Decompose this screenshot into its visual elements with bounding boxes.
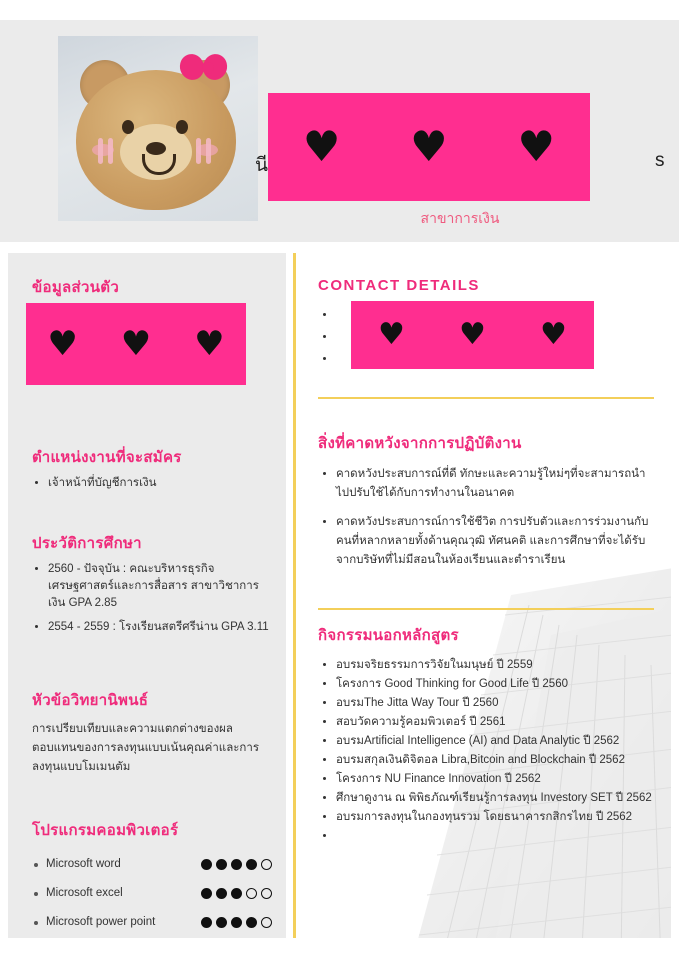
list-item: • คาดหวังประสบการณ์การใช้ชีวิต การปรับตัวและการร่วมงานกับคนที่หลากหลายทั้งด้านคุณวุฒิ ทัศนคติ และการศึกษาที่จะได้รับจากบริษัทที่ไม่มีสอนในห้องเรียนและตำราเรียน	[336, 513, 654, 570]
page-bottom-margin	[0, 938, 679, 960]
list-item: • อบรมArtificial Intelligence (AI) and Data Analytic ปี 2562	[336, 733, 654, 750]
divider-rule-1	[318, 397, 654, 399]
bear-bow-knot	[202, 62, 214, 74]
heart-icon: ♥	[120, 324, 152, 364]
section-title-thesis: หัวข้อวิทยานิพนธ์	[32, 692, 149, 709]
heart-icon: ♥	[540, 317, 567, 352]
section-position	[32, 445, 272, 499]
section-education	[32, 531, 272, 643]
bear-eye-left	[122, 120, 134, 134]
skill-label: Microsoft word	[32, 858, 121, 870]
rating-dot	[231, 888, 242, 899]
bear-stripe-2	[108, 138, 113, 164]
list-item: • 2560 - ปัจจุบัน : คณะบริหารธุรกิจ เศรษฐศาสตร์และการสื่อสาร สาขาวิชาการเงิน GPA 2.85	[48, 561, 272, 612]
rating-dot	[261, 859, 272, 870]
section-activities	[318, 623, 654, 847]
header-band	[0, 20, 679, 242]
section-computer-skills	[32, 818, 272, 945]
skill-rating	[201, 859, 272, 870]
list-item: • โครงการ Good Thinking for Good Life ปี 2560	[336, 676, 654, 693]
list-item: • คาดหวังประสบการณ์ที่ดี ทักษะและความรู้ใหม่ๆที่จะสามารถนำไปปรับใช้ได้กับการทำงานในอนาคต	[336, 465, 654, 503]
rating-dot	[201, 859, 212, 870]
position-list	[32, 475, 272, 492]
rating-dot	[216, 917, 227, 928]
skill-label: Microsoft power point	[32, 916, 155, 928]
list-item: • โครงการ NU Finance Innovation ปี 2562	[336, 771, 654, 788]
list-item: • อบรมThe Jitta Way Tour ปี 2560	[336, 695, 654, 712]
divider-rule-2	[318, 608, 654, 610]
section-title-education: ประวัติการศึกษา	[32, 535, 142, 552]
bear-eye-right	[176, 120, 188, 134]
thesis-text: การเปรียบเทียบและความแตกต่างของผลตอบแทนของการลงทุนแบบเน้นคุณค่าและการลงทุนแบบโมเมนตัม	[32, 723, 260, 773]
rating-dot	[261, 917, 272, 928]
rating-dot	[201, 917, 212, 928]
rating-dot	[231, 917, 242, 928]
bear-stripe-4	[206, 138, 211, 164]
rating-dot	[216, 888, 227, 899]
heart-icon: ♥	[459, 317, 486, 352]
heart-icon: ♥	[378, 317, 405, 352]
contact-redaction-block	[351, 301, 594, 369]
section-title-contact: CONTACT DETAILS	[318, 277, 480, 294]
list-item: • ศึกษาดูงาน ณ พิพิธภัณฑ์เรียนรู้การลงทุน Investory SET ปี 2562	[336, 790, 654, 807]
rating-dot	[216, 859, 227, 870]
skill-rating	[201, 917, 272, 928]
heart-icon: ♥	[517, 122, 556, 171]
section-title-expectation: สิ่งที่คาดหวังจากการปฏิบัติงาน	[318, 435, 522, 452]
list-item: • เจ้าหน้าที่บัญชีการเงิน	[48, 475, 272, 492]
list-item: • อบรมจริยธรรมการวิจัยในมนุษย์ ปี 2559	[336, 657, 654, 674]
personal-redaction-block	[26, 303, 246, 385]
list-item: • อบรมการลงทุนในกองทุนรวม โดยธนาคารกสิกรไทย ปี 2562	[336, 809, 654, 826]
expectation-list	[318, 465, 654, 570]
section-personal-info	[32, 275, 272, 299]
header-subtitle: สาขาการเงิน	[420, 210, 500, 226]
section-thesis	[32, 688, 272, 777]
list-item	[336, 828, 654, 845]
right-content	[296, 253, 671, 945]
bear-stripe-1	[98, 138, 103, 164]
skill-row	[32, 858, 272, 870]
skill-label: Microsoft excel	[32, 887, 123, 899]
name-prefix: นี	[255, 155, 269, 176]
rating-dot	[246, 917, 257, 928]
skill-rating	[201, 888, 272, 899]
heart-icon: ♥	[194, 324, 225, 364]
name-suffix: s	[655, 150, 665, 171]
rating-dot	[261, 888, 272, 899]
heart-icon: ♥	[302, 122, 341, 171]
bear-stripe-3	[196, 138, 201, 164]
rating-dot	[231, 859, 242, 870]
section-expectation	[318, 431, 654, 580]
rating-dot	[201, 888, 212, 899]
vertical-divider	[293, 253, 296, 945]
section-title-computer: โปรแกรมคอมพิวเตอร์	[32, 822, 179, 839]
education-list	[32, 561, 272, 636]
section-title-activities: กิจกรรมนอกหลักสูตร	[318, 627, 459, 644]
section-title-position: ตำแหน่งงานที่จะสมัคร	[32, 449, 182, 466]
heart-icon: ♥	[410, 122, 448, 171]
name-redaction-block	[268, 93, 590, 201]
section-title-personal: ข้อมูลส่วนตัว	[32, 279, 120, 296]
activities-list	[318, 657, 654, 845]
skill-row	[32, 887, 272, 899]
heart-group	[26, 303, 246, 385]
list-item: • อบรมสกุลเงินดิจิตอล Libra,Bitcoin and Blockchain ปี 2562	[336, 752, 654, 769]
heart-group	[351, 301, 594, 369]
list-item: • 2554 - 2559 : โรงเรียนสตรีศรีน่าน GPA 3.11	[48, 619, 272, 636]
skill-row	[32, 916, 272, 928]
heart-group	[268, 93, 590, 201]
heart-icon: ♥	[47, 324, 78, 364]
left-sidebar	[8, 253, 286, 945]
profile-photo	[58, 36, 258, 221]
bear-illustration-icon	[64, 46, 252, 216]
rating-dot	[246, 888, 257, 899]
rating-dot	[246, 859, 257, 870]
list-item: • สอบวัดความรู้คอมพิวเตอร์ ปี 2561	[336, 714, 654, 731]
